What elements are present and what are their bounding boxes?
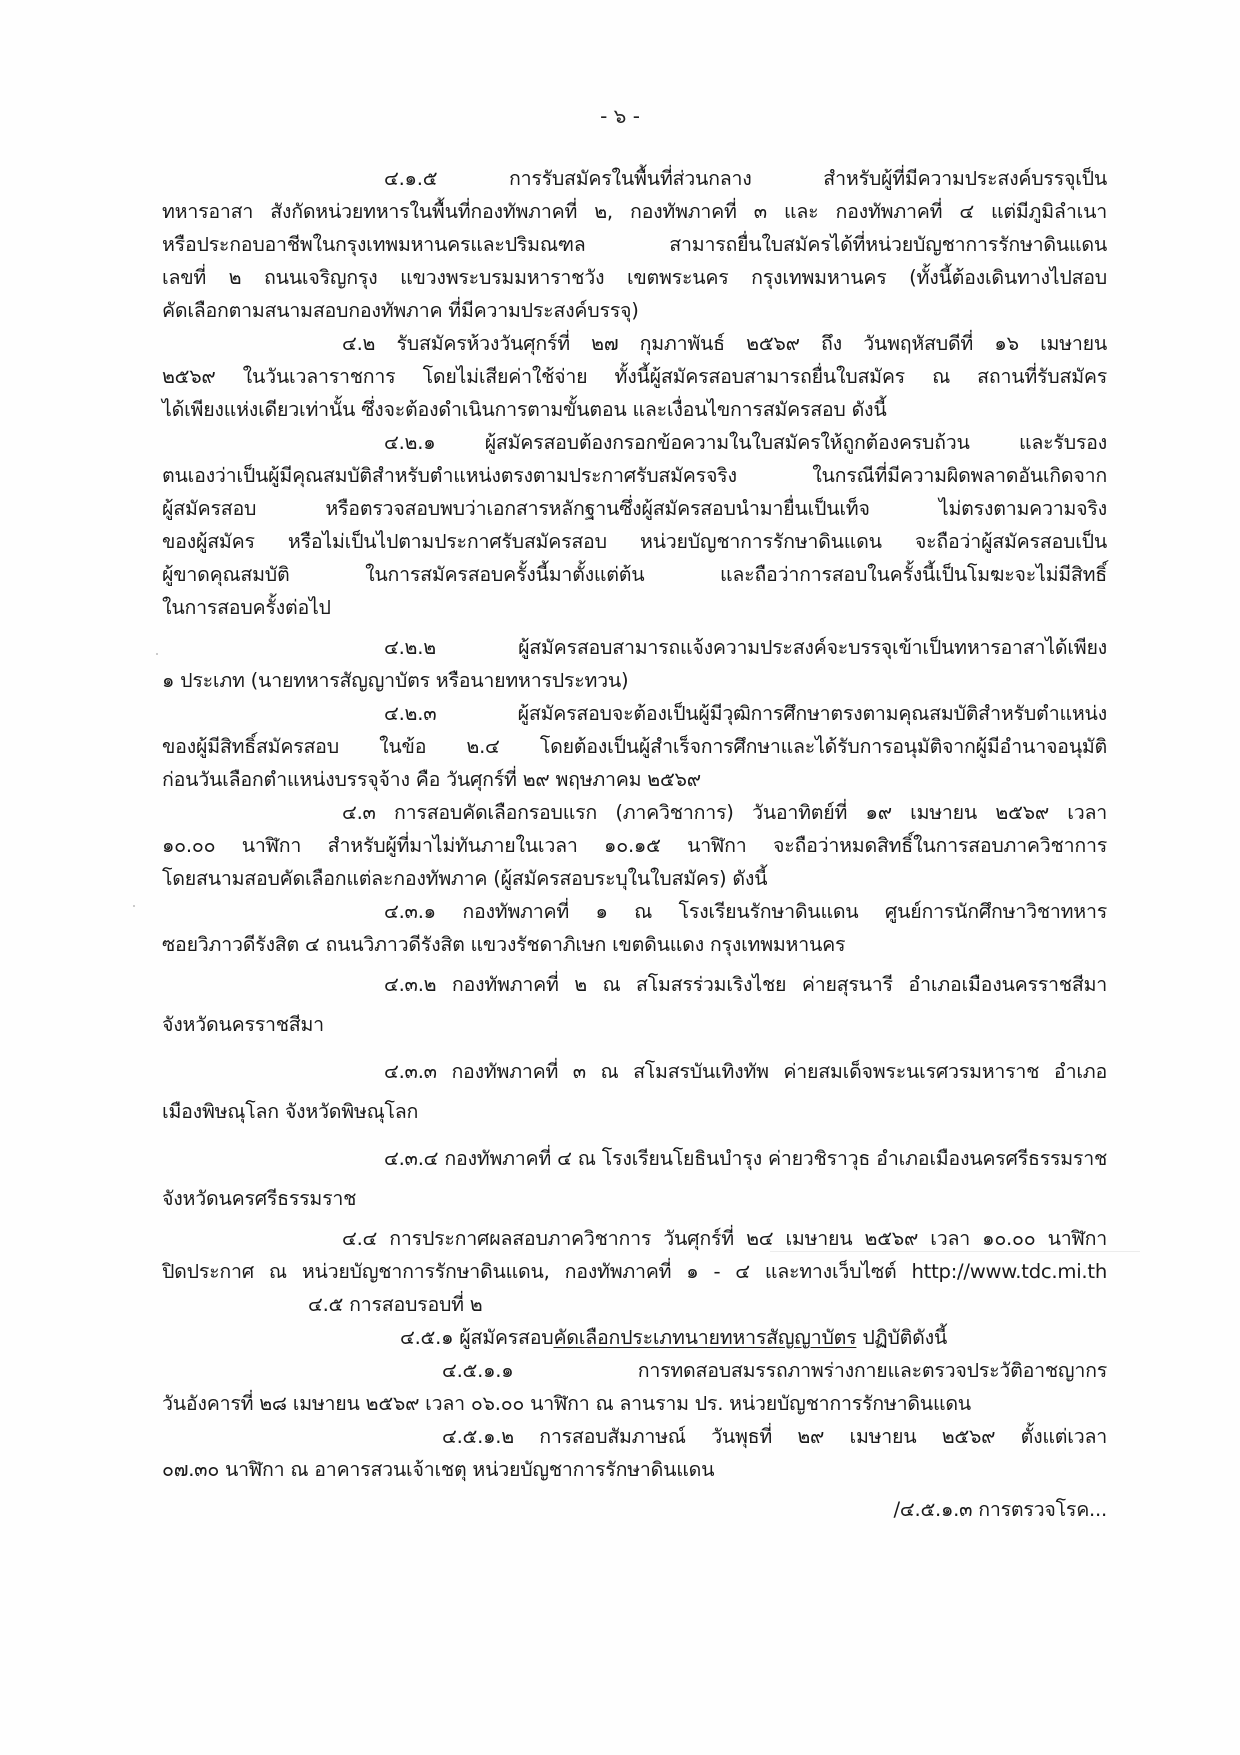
paragraph-4-2-1-line-2: ตนเองว่าเป็นผู้มีคุณสมบัติสำหรับตำแหน่งตรงตามประกาศรับสมัครจริง ในกรณีที่มีความผิดพลาดอันเกิดจาก bbox=[162, 464, 1107, 487]
paragraph-4-1-5-line-4: เลขที่ ๒ ถนนเจริญกรุง แขวงพระบรมมหาราชวัง เขตพระนคร กรุงเทพมหานคร (ทั้งนี้ต้องเดินทางไปสอบ bbox=[162, 266, 1107, 289]
paragraph-4-2-1-line-6: ในการสอบครั้งต่อไป bbox=[162, 596, 331, 619]
paragraph-4-5-1-prefix: ๔.๕.๑ ผู้สมัครสอบ bbox=[400, 1326, 554, 1349]
scan-artifact-line bbox=[770, 1251, 1140, 1252]
paragraph-4-2-1-line-4: ของผู้สมัคร หรือไม่เป็นไปตามประกาศรับสมัครสอบ หน่วยบัญชาการรักษาดินแดน จะถือว่าผู้สมัครสอบเป็น bbox=[162, 530, 1107, 553]
paragraph-4-3-1-line-1: ๔.๓.๑ กองทัพภาคที่ ๑ ณ โรงเรียนรักษาดินแดน ศูนย์การนักศึกษาวิชาทหาร bbox=[384, 900, 1107, 923]
paragraph-4-2-line-3: ได้เพียงแห่งเดียวเท่านั้น ซึ่งจะต้องดำเนินการตามขั้นตอน และเงื่อนไขการสมัครสอบ ดังนี้ bbox=[162, 398, 887, 421]
paragraph-4-3-1-line-2: ซอยวิภาวดีรังสิต ๔ ถนนวิภาวดีรังสิต แขวงรัชดาภิเษก เขตดินแดง กรุงเทพมหานคร bbox=[162, 933, 846, 956]
paragraph-4-3-2-line-1: ๔.๓.๒ กองทัพภาคที่ ๒ ณ สโมสรร่วมเริงไชย ค่ายสุรนารี อำเภอเมืองนครราชสีมา bbox=[384, 973, 1107, 996]
paragraph-4-4-line-2: ปิดประกาศ ณ หน่วยบัญชาการรักษาดินแดน, กองทัพภาคที่ ๑ - ๔ และทางเว็บไซต์ http://www.tdc.mi.th bbox=[162, 1260, 1107, 1283]
document-body bbox=[162, 162, 1107, 1526]
paragraph-4-1-5-line-2: ทหารอาสา สังกัดหน่วยทหารในพื้นที่กองทัพภาคที่ ๒, กองทัพภาคที่ ๓ และ กองทัพภาคที่ ๔ แต่มีภูมิลำเนา bbox=[162, 200, 1107, 223]
paragraph-4-5-1-2-line-1: ๔.๕.๑.๒ การสอบสัมภาษณ์ วันพุธที่ ๒๙ เมษายน ๒๕๖๙ ตั้งแต่เวลา bbox=[442, 1425, 1107, 1448]
paragraph-4-2-2-line-2: ๑ ประเภท (นายทหารสัญญาบัตร หรือนายทหารประทวน) bbox=[162, 669, 629, 692]
paragraph-4-2-1-line-1: ๔.๒.๑ ผู้สมัครสอบต้องกรอกข้อความในใบสมัครให้ถูกต้องครบถ้วน และรับรอง bbox=[384, 431, 1107, 454]
paragraph-4-2-1-line-3: ผู้สมัครสอบ หรือตรวจสอบพบว่าเอกสารหลักฐานซึ่งผู้สมัครสอบนำมายื่นเป็นเท็จ ไม่ตรงตามความจริง bbox=[162, 497, 1107, 520]
paragraph-4-3-3-line-2: เมืองพิษณุโลก จังหวัดพิษณุโลก bbox=[162, 1100, 419, 1123]
paragraph-4-1-5-line-5: คัดเลือกตามสนามสอบกองทัพภาค ที่มีความประสงค์บรรจุ) bbox=[162, 299, 639, 322]
paragraph-4-2-1-line-5: ผู้ขาดคุณสมบัติ ในการสมัครสอบครั้งนี้มาตั้งแต่ต้น และถือว่าการสอบในครั้งนี้เป็นโมฆะจะไม่มีสิทธิ์ bbox=[162, 563, 1107, 586]
paragraph-4-5-1-suffix: ปฏิบัติดังนี้ bbox=[856, 1326, 948, 1349]
paragraph-4-5-1-1-line-1: ๔.๕.๑.๑ การทดสอบสมรรถภาพร่างกายและตรวจประวัติอาชญากร bbox=[442, 1359, 1107, 1382]
paragraph-4-3-4-line-1: ๔.๓.๔ กองทัพภาคที่ ๔ ณ โรงเรียนโยธินบำรุง ค่ายวชิราวุธ อำเภอเมืองนครศรีธรรมราช bbox=[384, 1147, 1107, 1170]
paragraph-4-4-line-1: ๔.๔ การประกาศผลสอบภาควิชาการ วันศุกร์ที่ ๒๔ เมษายน ๒๕๖๙ เวลา ๑๐.๐๐ นาฬิกา bbox=[342, 1227, 1107, 1250]
paragraph-4-1-5-line-3: หรือประกอบอาชีพในกรุงเทพมหานครและปริมณฑล สามารถยื่นใบสมัครได้ที่หน่วยบัญชาการรักษาดินแดน bbox=[162, 233, 1107, 256]
continuation-note: /๔.๕.๑.๓ การตรวจโรค... bbox=[893, 1498, 1107, 1521]
underlined-officer-category: คัดเลือกประเภทนายทหารสัญญาบัตร bbox=[553, 1326, 857, 1349]
paragraph-4-5-1-2-line-2: ๐๗.๓๐ นาฬิกา ณ อาคารสวนเจ้าเชตุ หน่วยบัญชาการรักษาดินแดน bbox=[162, 1458, 715, 1481]
paragraph-4-2-line-1: ๔.๒ รับสมัครห้วงวันศุกร์ที่ ๒๗ กุมภาพันธ์ ๒๕๖๙ ถึง วันพฤหัสบดีที่ ๑๖ เมษายน bbox=[342, 332, 1107, 355]
scan-speck bbox=[133, 905, 135, 907]
paragraph-4-5-1 bbox=[162, 1321, 1107, 1354]
paragraph-4-1-5-line-1: ๔.๑.๕ การรับสมัครในพื้นที่ส่วนกลาง สำหรับผู้ที่มีความประสงค์บรรจุเป็น bbox=[384, 167, 1107, 190]
paragraph-4-3-line-1: ๔.๓ การสอบคัดเลือกรอบแรก (ภาควิชาการ) วันอาทิตย์ที่ ๑๙ เมษายน ๒๕๖๙ เวลา bbox=[342, 801, 1107, 824]
paragraph-4-3-2-line-2: จังหวัดนครราชสีมา bbox=[162, 1013, 324, 1036]
paragraph-4-2-2-line-1: ๔.๒.๒ ผู้สมัครสอบสามารถแจ้งความประสงค์จะบรรจุเข้าเป็นทหารอาสาได้เพียง bbox=[384, 636, 1107, 659]
heading-4-5: ๔.๕ การสอบรอบที่ ๒ bbox=[308, 1293, 483, 1316]
paragraph-4-2-3-line-3: ก่อนวันเลือกตำแหน่งบรรจุจ้าง คือ วันศุกร์ที่ ๒๙ พฤษภาคม ๒๕๖๙ bbox=[162, 768, 701, 791]
paragraph-4-2-line-2: ๒๕๖๙ ในวันเวลาราชการ โดยไม่เสียค่าใช้จ่าย ทั้งนี้ผู้สมัครสอบสามารถยื่นใบสมัคร ณ สถานที่รับสมัคร bbox=[162, 365, 1107, 388]
scan-speck bbox=[156, 653, 158, 655]
paragraph-4-3-line-2: ๑๐.๐๐ นาฬิกา สำหรับผู้ที่มาไม่ทันภายในเวลา ๑๐.๑๕ นาฬิกา จะถือว่าหมดสิทธิ์ในการสอบภาควิชาการ bbox=[162, 834, 1107, 857]
paragraph-4-3-3-line-1: ๔.๓.๓ กองทัพภาคที่ ๓ ณ สโมสรบันเทิงทัพ ค่ายสมเด็จพระนเรศวรมหาราช อำเภอ bbox=[384, 1060, 1107, 1083]
page-number: - ๖ - bbox=[600, 104, 640, 128]
paragraph-4-3-4-line-2: จังหวัดนครศรีธรรมราช bbox=[162, 1187, 357, 1210]
paragraph-4-5-1-1-line-2: วันอังคารที่ ๒๘ เมษายน ๒๕๖๙ เวลา ๐๖.๐๐ นาฬิกา ณ ลานราม ปร. หน่วยบัญชาการรักษาดินแดน bbox=[162, 1392, 971, 1415]
paragraph-4-2-3-line-1: ๔.๒.๓ ผู้สมัครสอบจะต้องเป็นผู้มีวุฒิการศึกษาตรงตามคุณสมบัติสำหรับตำแหน่ง bbox=[384, 702, 1107, 725]
paragraph-4-3-line-3: โดยสนามสอบคัดเลือกแต่ละกองทัพภาค (ผู้สมัครสอบระบุในใบสมัคร) ดังนี้ bbox=[162, 867, 768, 890]
paragraph-4-2-3-line-2: ของผู้มีสิทธิ์สมัครสอบ ในข้อ ๒.๔ โดยต้องเป็นผู้สำเร็จการศึกษาและได้รับการอนุมัติจากผู้มีอำนาจอนุมัติ bbox=[162, 735, 1107, 758]
